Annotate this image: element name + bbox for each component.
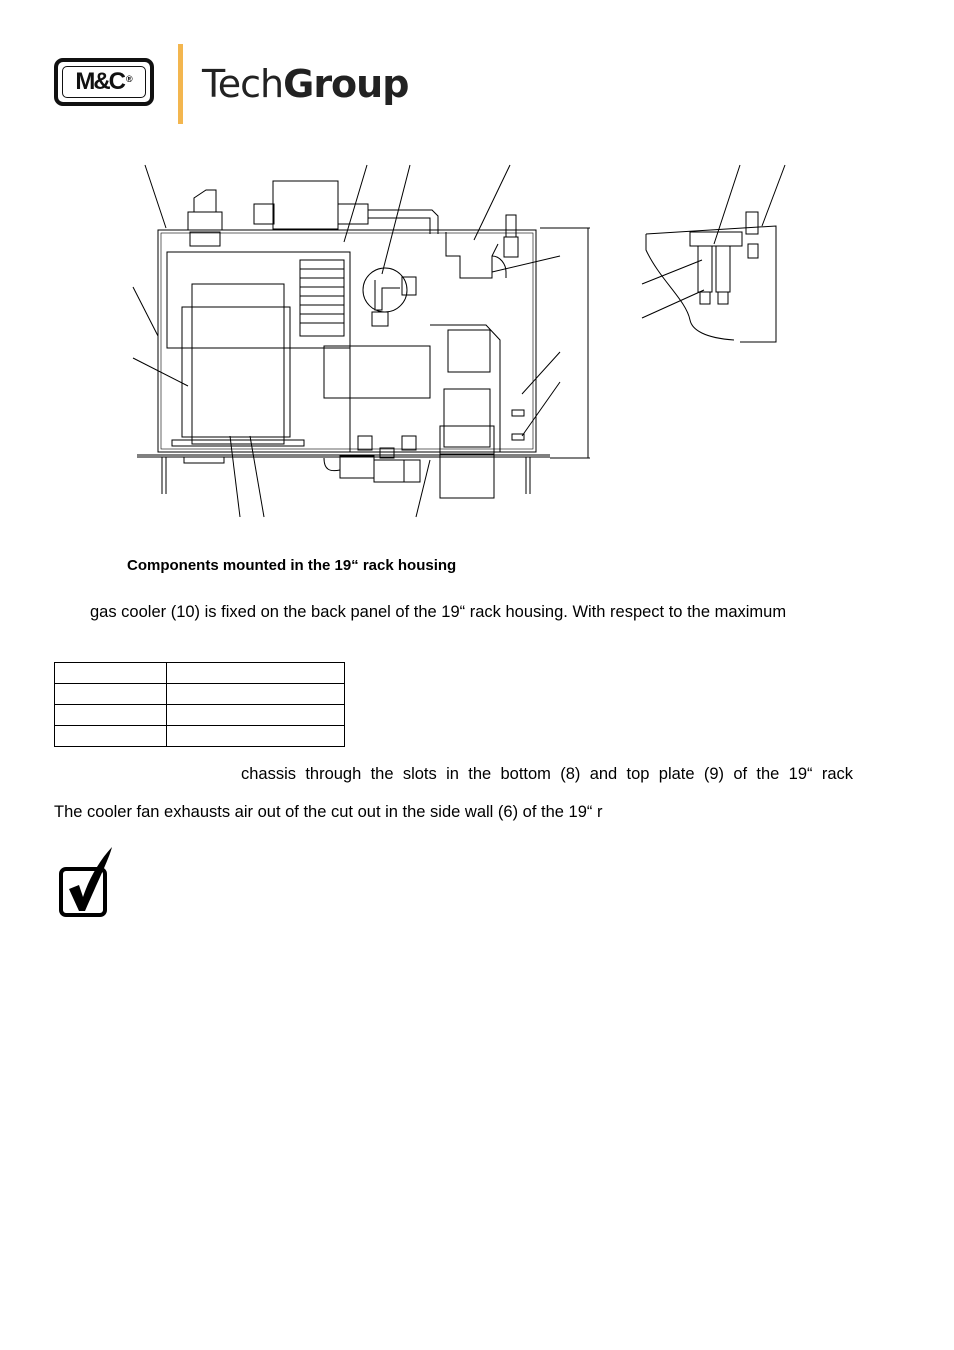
table-cell: [167, 726, 345, 747]
table-cell: [55, 726, 167, 747]
company-logo: [54, 44, 409, 128]
rack-housing-drawing: [120, 160, 800, 530]
table-cell: [55, 663, 167, 684]
body-paragraph: gas cooler (10) is fixed on the back panel of the 19“ rack housing. With respect to the maximum: [90, 603, 787, 621]
table-cell: [55, 705, 167, 726]
table-cell: [167, 705, 345, 726]
logo-registered: ®: [126, 74, 133, 84]
figure-caption: Components mounted in the 19“ rack housing: [127, 557, 457, 574]
table-cell: [55, 684, 167, 705]
checkmark-box-icon: [57, 845, 115, 919]
table-row: [55, 705, 345, 726]
table-row: [55, 684, 345, 705]
table-cell: [167, 663, 345, 684]
logo-divider: [178, 44, 183, 124]
table-cell: [167, 684, 345, 705]
logo-mark: M&C: [75, 68, 124, 95]
logo-wordmark: TechGroup: [202, 62, 409, 106]
table-row: [55, 726, 345, 747]
body-paragraph: The cooler fan exhausts air out of the cut out in the side wall (6) of the 19“ r: [54, 803, 603, 821]
table-row: [55, 663, 345, 684]
spec-table: [54, 662, 345, 747]
body-paragraph: chassis through the slots in the bottom (8) and top plate (9) of the 19“ rack: [241, 765, 853, 783]
logo-emblem: [54, 58, 154, 106]
